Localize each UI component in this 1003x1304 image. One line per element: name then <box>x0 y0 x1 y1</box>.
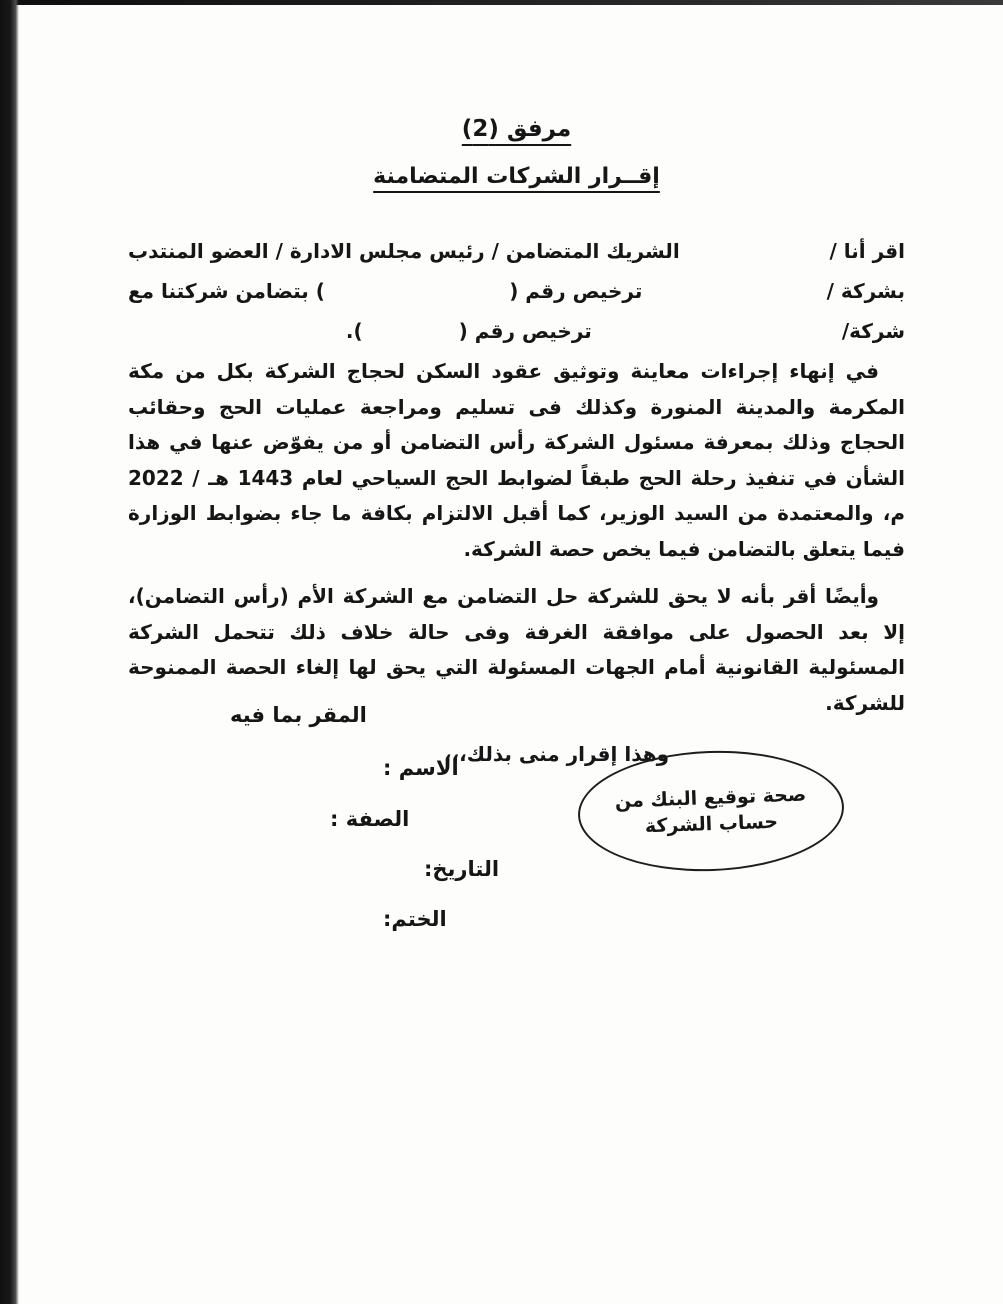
acknowledger-label: المقر بما فيه <box>230 703 367 727</box>
declarant-prefix-label: اقر أنا / <box>829 239 905 263</box>
solidarity-suffix-text: ) بتضامن شركتنا مع <box>128 279 325 303</box>
attachment-title-text: مرفق (2) <box>461 116 572 142</box>
stamp-field-label: الختم: <box>383 907 447 931</box>
title-field-label: الصفة : <box>330 807 410 831</box>
declarant-roles-text: الشريك المتضامن / رئيس مجلس الادارة / العضو المنتدب <box>128 239 680 263</box>
bank-stamp-line-2: حساب الشركة <box>644 810 779 838</box>
date-field-label: التاريخ: <box>424 857 500 881</box>
declarant-line <box>128 231 905 271</box>
scan-edge-top <box>0 0 1003 5</box>
document-content <box>128 116 905 771</box>
closing-statement: وهذا إقرار منى بذلك،،، <box>443 742 670 766</box>
bank-stamp-line-1: صحة توقيع البنك من <box>614 783 807 813</box>
company-line <box>128 271 905 311</box>
license-2-label: ترخيص رقم ( <box>458 319 592 343</box>
declaration-header <box>128 231 905 351</box>
scan-edge-left <box>0 0 19 1304</box>
partner-company-line <box>128 311 905 351</box>
license-1-label: ترخيص رقم ( <box>509 279 643 303</box>
paragraph-2: وأيضًا أقر بأنه لا يحق للشركة حل التضامن مع الشركة الأم (رأس التضامن)، إلا بعد الحصول على موافقة الغرفة وفى حالة خلاف ذلك تتحمل الشركة المسئولية القانونية أمام الجهات المسئولة التي يحق لها إلغاء الحصة الممنوحة للشركة. <box>128 584 905 715</box>
partner-company-prefix-label: شركة/ <box>841 319 905 343</box>
paragraph-1: في إنهاء إجراءات معاينة وتوثيق عقود السكن لحجاج الشركة بكل من مكة المكرمة والمدينة المنورة وكذلك فى تسليم ومراجعة عمليات الحج وحقائب الحجاج وذلك بمعرفة مسئول الشركة رأس التضامن أو من يفوّض عنها في هذا الشأن في تنفيذ رحلة الحج طبقاً لضوابط الحج السياحي لعام 1443 هـ / 2022 م، والمعتمدة من السيد الوزير، كما أقبل الالتزام بكافة ما جاء بضوابط الوزارة فيما يتعلق بالتضامن فيما يخص حصة الشركة. <box>128 359 905 561</box>
name-field-label: الاسم : <box>383 756 459 780</box>
attachment-title <box>128 116 905 142</box>
company-prefix-label: بشركة / <box>826 279 905 303</box>
document-title-text: إقــرار الشركات المتضامنة <box>373 164 660 189</box>
license-2-close-text: ). <box>345 319 363 343</box>
document-title <box>128 164 905 189</box>
